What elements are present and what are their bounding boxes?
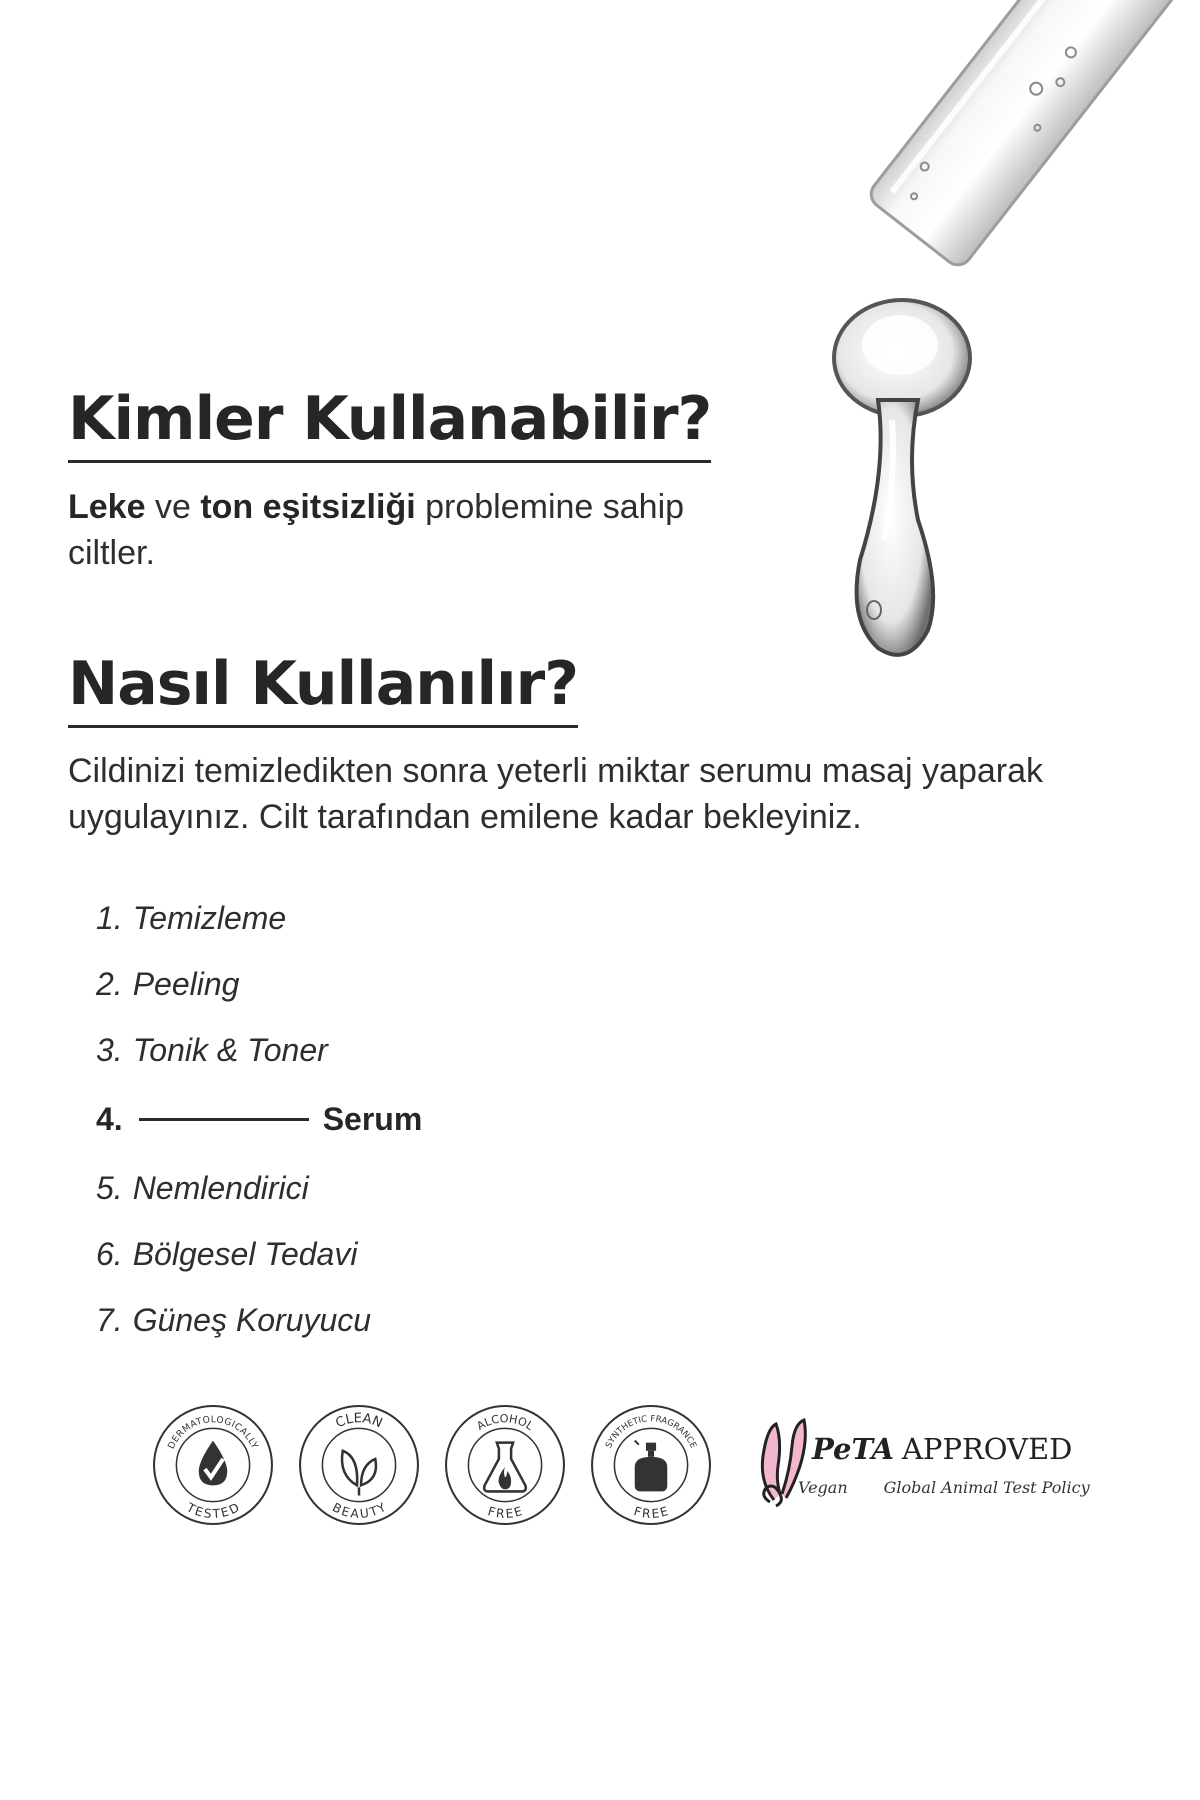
badge-top-text: DERMATOLOGICALLY <box>166 1415 260 1451</box>
step-label: Serum <box>322 1101 423 1137</box>
alcohol-free-badge <box>444 1404 566 1526</box>
step-label: Peeling <box>132 966 240 1002</box>
step-item-active <box>96 1083 422 1155</box>
step-item <box>96 1221 422 1287</box>
bold-tone-unevenness: ton eşitsizliği <box>200 488 416 526</box>
step-label: Nemlendirici <box>132 1170 309 1206</box>
who-can-use-text <box>68 484 688 576</box>
step-pointer-line <box>139 1118 309 1121</box>
badge-bottom-text: TESTED <box>184 1500 242 1521</box>
step-number: 6. <box>96 1236 123 1272</box>
step-item <box>96 951 422 1017</box>
badge-top-text: SYNTHETIC FRAGRANCE <box>604 1414 698 1450</box>
badge-bottom-text: BEAUTY <box>329 1500 389 1522</box>
serum-dropper-illustration <box>800 0 1200 680</box>
step-number: 5. <box>96 1170 123 1206</box>
clean-beauty-badge <box>298 1404 420 1526</box>
step-item <box>96 1017 422 1083</box>
peta-approved: APPROVED <box>901 1432 1073 1466</box>
peta-approved-logo <box>750 1410 1090 1510</box>
text-connector: ve <box>145 488 201 526</box>
step-label: Temizleme <box>132 900 287 936</box>
step-number: 4. <box>96 1101 123 1137</box>
synthetic-fragrance-free-badge <box>590 1404 712 1526</box>
step-number: 7. <box>96 1302 123 1338</box>
badge-top-text: ALCOHOL <box>474 1412 536 1434</box>
step-label: Tonik & Toner <box>132 1032 328 1068</box>
how-to-use-heading: Nasıl Kullanılır? <box>68 650 578 728</box>
who-can-use-heading: Kimler Kullanabilir? <box>68 385 711 463</box>
step-number: 3. <box>96 1032 123 1068</box>
step-number: 2. <box>96 966 123 1002</box>
peta-brand: PeTA <box>812 1432 894 1466</box>
text-rest: problemine sahip ciltler. <box>68 488 685 572</box>
badge-bottom-text: FREE <box>632 1504 670 1522</box>
certification-badges <box>152 1404 712 1526</box>
step-item <box>96 1287 422 1353</box>
step-label: Bölgesel Tedavi <box>132 1236 358 1272</box>
step-label: Güneş Koruyucu <box>132 1302 372 1338</box>
dermatologically-tested-badge <box>152 1404 274 1526</box>
routine-steps-list <box>96 885 422 1353</box>
step-number: 1. <box>96 900 123 936</box>
bold-stain: Leke <box>68 488 146 526</box>
step-item <box>96 885 422 951</box>
step-item <box>96 1155 422 1221</box>
badge-bottom-text: FREE <box>486 1504 524 1522</box>
how-to-use-text: Cildinizi temizledikten sonra yeterli miktar serumu masaj yaparak uygulayınız. Cilt tarafından emilene kadar bekleyiniz. <box>68 752 1044 836</box>
peta-policy: Global Animal Test Policy <box>883 1478 1090 1497</box>
peta-vegan: Vegan <box>798 1478 848 1497</box>
badge-top-text: CLEAN <box>333 1411 385 1432</box>
